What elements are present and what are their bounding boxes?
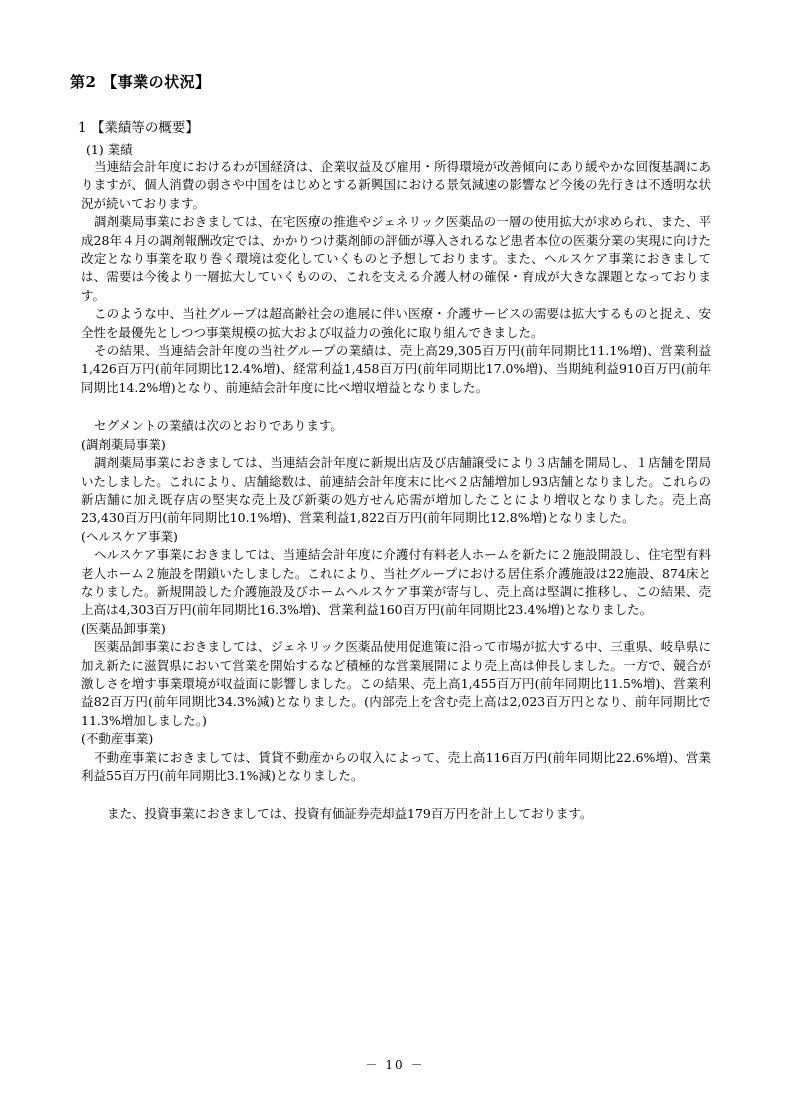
page-number: － 10 － [365,1058,425,1072]
segment-body-pharma-wholesale: 医薬品卸事業におきましては、ジェネリック医薬品使用促進策に沿って市場が拡大する中、三重県、岐阜県に加え新たに滋賀県において営業を開始するなど積極的な営業展開により売上高は伸長しました。一方で、競合が激しさを増す事業環境が収益面に影響しました。この結果、売上高1,455百万円(前年同期比11.5%増)、営業利益82百万円(前年同期比34.3%減)となりました。(内部売上を含む売上高は2,023百万円となり、前年同期比で11.3%増加しました。) [81,639,711,728]
chapter-title: 第2 【事業の状況】 [70,73,211,91]
paragraph-consolidated-results: その結果、当連結会計年度の当社グループの業績は、売上高29,305百万円(前年同期比11.1%増)、営業利益1,426百万円(前年同期比12.4%増)、経常利益1,458百万円(前年同期比17.0%増)、当期純利益910百万円(前年同期比14.2%増)となり、前連結会計年度に比べ増収増益となりました。 [81,343,711,395]
paragraph-group-policy: このような中、当社グループは超高齢社会の進展に伴い医療・介護サービスの需要は拡大するものと捉え、安全性を最優先としつつ事業規模の拡大および収益力の強化に取り組んできました。 [81,306,711,340]
segment-heading-pharma-wholesale: (医薬品卸事業) [81,620,166,636]
segment-heading-real-estate: (不動産事業) [81,731,154,747]
subsection-title: (1) 業績 [86,142,133,157]
segment-heading-healthcare: (ヘルスケア事業) [81,528,178,544]
section-title: 1 【業績等の概要】 [78,120,199,136]
segment-heading-pharmacy: (調剤薬局事業) [81,436,166,452]
paragraph-industry-environment: 調剤薬局事業におきましては、在宅医療の推進やジェネリック医薬品の一層の使用拡大が求められ、また、平成28年４月の調剤報酬改定では、かかりつけ薬剤師の評価が導入されるなど患者本位の医薬分業の実現に向けた改定となり事業を取り巻く環境は変化していくものと予想しております。また、ヘルスケア事業におきましては、需要は今後より一層拡大していくものの、これを支える介護人材の確保・育成が大きな課題となっております。 [81,214,711,303]
segment-body-real-estate: 不動産事業におきましては、賃貸不動産からの収入によって、売上高116百万円(前年同期比22.6%増)、営業利益55百万円(前年同期比3.1%減)となりました。 [81,749,711,783]
spacer [81,785,711,805]
closing-paragraph-investment: また、投資事業におきましては、投資有価証券売却益179百万円を計上しております。 [107,806,593,822]
spacer [81,397,711,417]
segment-body-pharmacy: 調剤薬局事業におきましては、当連結会計年度に新規出店及び店舗譲受により３店舗を開局し、１店舗を閉局いたしました。これにより、店舗総数は、前連結会計年度末に比べ２店舗増加し93店舗となりました。これらの新店舗に加え既存店の堅実な売上及び新薬の処方せん応需が増加したことにより増収となりました。売上高23,430百万円(前年同期比10.1%増)、営業利益1,822百万円(前年同期比12.8%増)となりました。 [81,455,711,526]
segment-body-healthcare: ヘルスケア事業におきましては、当連結会計年度に介護付有料老人ホームを新たに２施設開設し、住宅型有料老人ホーム２施設を閉鎖いたしました。これにより、当社グループにおける居住系介護施設は22施設、874床となりました。新規開設した介護施設及びホームヘルスケア事業が寄与し、売上高は堅調に推移し、この結果、売上高は4,303百万円(前年同期比16.3%増)、営業利益160百万円(前年同期比23.4%増)となりました。 [81,547,711,618]
body-text [81,158,711,824]
paragraph-economy-overview: 当連結会計年度におけるわが国経済は、企業収益及び雇用・所得環境が改善傾向にあり緩やかな回復基調にありますが、個人消費の弱さや中国をはじめとする新興国における景気減速の影響など今後の先行きは不透明な状況が続いております。 [81,159,711,211]
segment-intro: セグメントの業績は次のとおりであります。 [94,418,343,434]
